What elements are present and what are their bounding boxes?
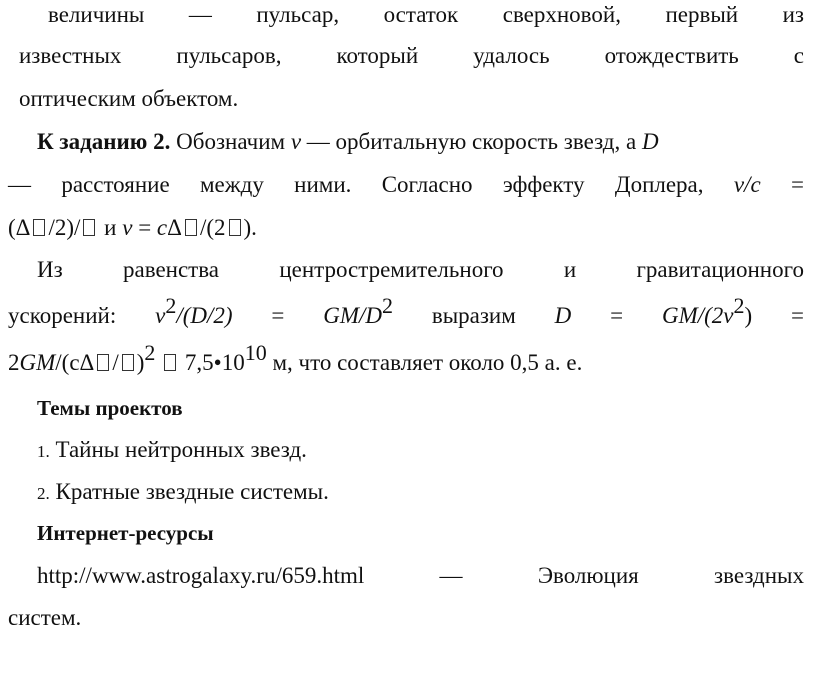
value: 7,5•10	[179, 350, 245, 375]
list-number: 1.	[37, 442, 50, 461]
formula-gm	[323, 293, 393, 331]
missing-glyph-box	[164, 354, 176, 371]
missing-glyph-box	[97, 354, 109, 371]
heading-text: Интернет-ресурсы	[37, 521, 214, 545]
formula-part: )	[136, 350, 145, 375]
list-number: 2.	[37, 484, 50, 503]
word: сверхновой,	[502, 2, 621, 27]
text-line-8	[8, 293, 804, 331]
missing-glyph-box	[122, 354, 134, 371]
word: Эволюция	[537, 563, 639, 588]
var-v: v	[122, 215, 133, 240]
word: —	[8, 172, 31, 197]
word: эффекту	[502, 172, 585, 197]
exponent: 2	[144, 340, 156, 365]
formula-part: (Δ	[8, 215, 31, 240]
formula-part: /(2	[199, 215, 226, 240]
word: Доплера,	[614, 172, 704, 197]
resource-link[interactable]: http://www.astrogalaxy.ru/659.html	[37, 563, 365, 588]
word: отождествить	[604, 43, 739, 68]
word: пульсар,	[256, 2, 340, 27]
word: систем.	[8, 605, 82, 630]
text-line-5	[8, 170, 804, 200]
word: ускорений:	[8, 303, 117, 328]
equals: =	[791, 303, 804, 328]
exponent: 10	[244, 340, 267, 365]
resource-line	[37, 561, 804, 591]
formula-line	[8, 213, 257, 243]
heading-text: Темы проектов	[37, 396, 183, 420]
formula-part: /(c	[55, 350, 80, 375]
word: удалось	[473, 43, 550, 68]
equals: =	[790, 172, 804, 197]
word: центростремительного	[279, 257, 504, 282]
word: известных	[19, 43, 122, 68]
equals: =	[271, 303, 285, 328]
word: величины	[48, 2, 145, 27]
word: с	[793, 43, 804, 68]
equals: =	[610, 303, 624, 328]
word: Из	[37, 257, 63, 282]
var-v: v	[155, 303, 166, 328]
exponent: 2	[733, 293, 745, 318]
word: —	[188, 2, 212, 27]
word: пульсаров,	[176, 43, 282, 68]
projects-heading	[37, 393, 183, 423]
formula-v-over-c: v/c	[733, 172, 761, 197]
exponent: 2	[165, 293, 177, 318]
formula-part: GM	[19, 350, 56, 375]
word: Обозначим	[176, 129, 286, 154]
resources-heading	[37, 518, 214, 548]
word: между	[199, 172, 264, 197]
formula-part: /2)/	[48, 215, 81, 240]
word: который	[336, 43, 419, 68]
formula-part: )	[744, 303, 753, 328]
project-item-2	[37, 477, 329, 507]
word: из	[782, 2, 804, 27]
formula-v2	[155, 293, 233, 331]
missing-glyph-box	[33, 219, 45, 236]
formula-part: /(D/2)	[176, 303, 233, 328]
formula-part: /	[112, 350, 119, 375]
text: — орбитальную скорость звезд, а	[306, 129, 637, 154]
word: первый	[665, 2, 739, 27]
exponent: 2	[381, 293, 393, 318]
text: м, что составляет около 0,5 а. е.	[266, 350, 583, 375]
var-D: D	[641, 129, 659, 154]
text-line-1	[48, 0, 804, 30]
word: звездных	[714, 563, 804, 588]
line-text: оптическим объектом.	[19, 86, 239, 111]
word: гравитационного	[636, 257, 804, 282]
formula-part: =	[132, 215, 157, 240]
text-line-3	[19, 84, 238, 114]
word: выразим	[431, 303, 516, 328]
task-2-line	[37, 127, 659, 157]
word: расстояние	[61, 172, 170, 197]
missing-glyph-box	[185, 219, 197, 236]
word: ними.	[294, 172, 352, 197]
list-item-text: Тайны нейтронных звезд.	[55, 437, 307, 462]
text-line-2	[19, 41, 804, 71]
formula-part: и	[98, 215, 123, 240]
dash: —	[439, 563, 463, 588]
word: и	[563, 257, 577, 282]
var-D: D	[554, 303, 572, 328]
result-line	[8, 340, 583, 378]
resource-line-cont	[8, 603, 81, 633]
formula-part: GM/(2v	[661, 303, 734, 328]
task-label: К заданию 2.	[37, 129, 171, 154]
word: остаток	[383, 2, 459, 27]
formula-part: 2	[8, 350, 20, 375]
missing-glyph-box	[229, 219, 241, 236]
var-c: c	[156, 215, 168, 240]
formula-part: Δ	[79, 350, 95, 375]
word: равенства	[123, 257, 219, 282]
list-item-text: Кратные звездные системы.	[55, 479, 329, 504]
formula-part: Δ	[167, 215, 182, 240]
var-v: v	[290, 129, 302, 154]
formula-gm2	[661, 293, 753, 331]
formula-part: GM/D	[323, 303, 382, 328]
word: Согласно	[381, 172, 473, 197]
project-item-1	[37, 435, 307, 465]
missing-glyph-box	[83, 219, 95, 236]
text-line-7	[37, 255, 804, 285]
formula-part: ).	[243, 215, 257, 240]
